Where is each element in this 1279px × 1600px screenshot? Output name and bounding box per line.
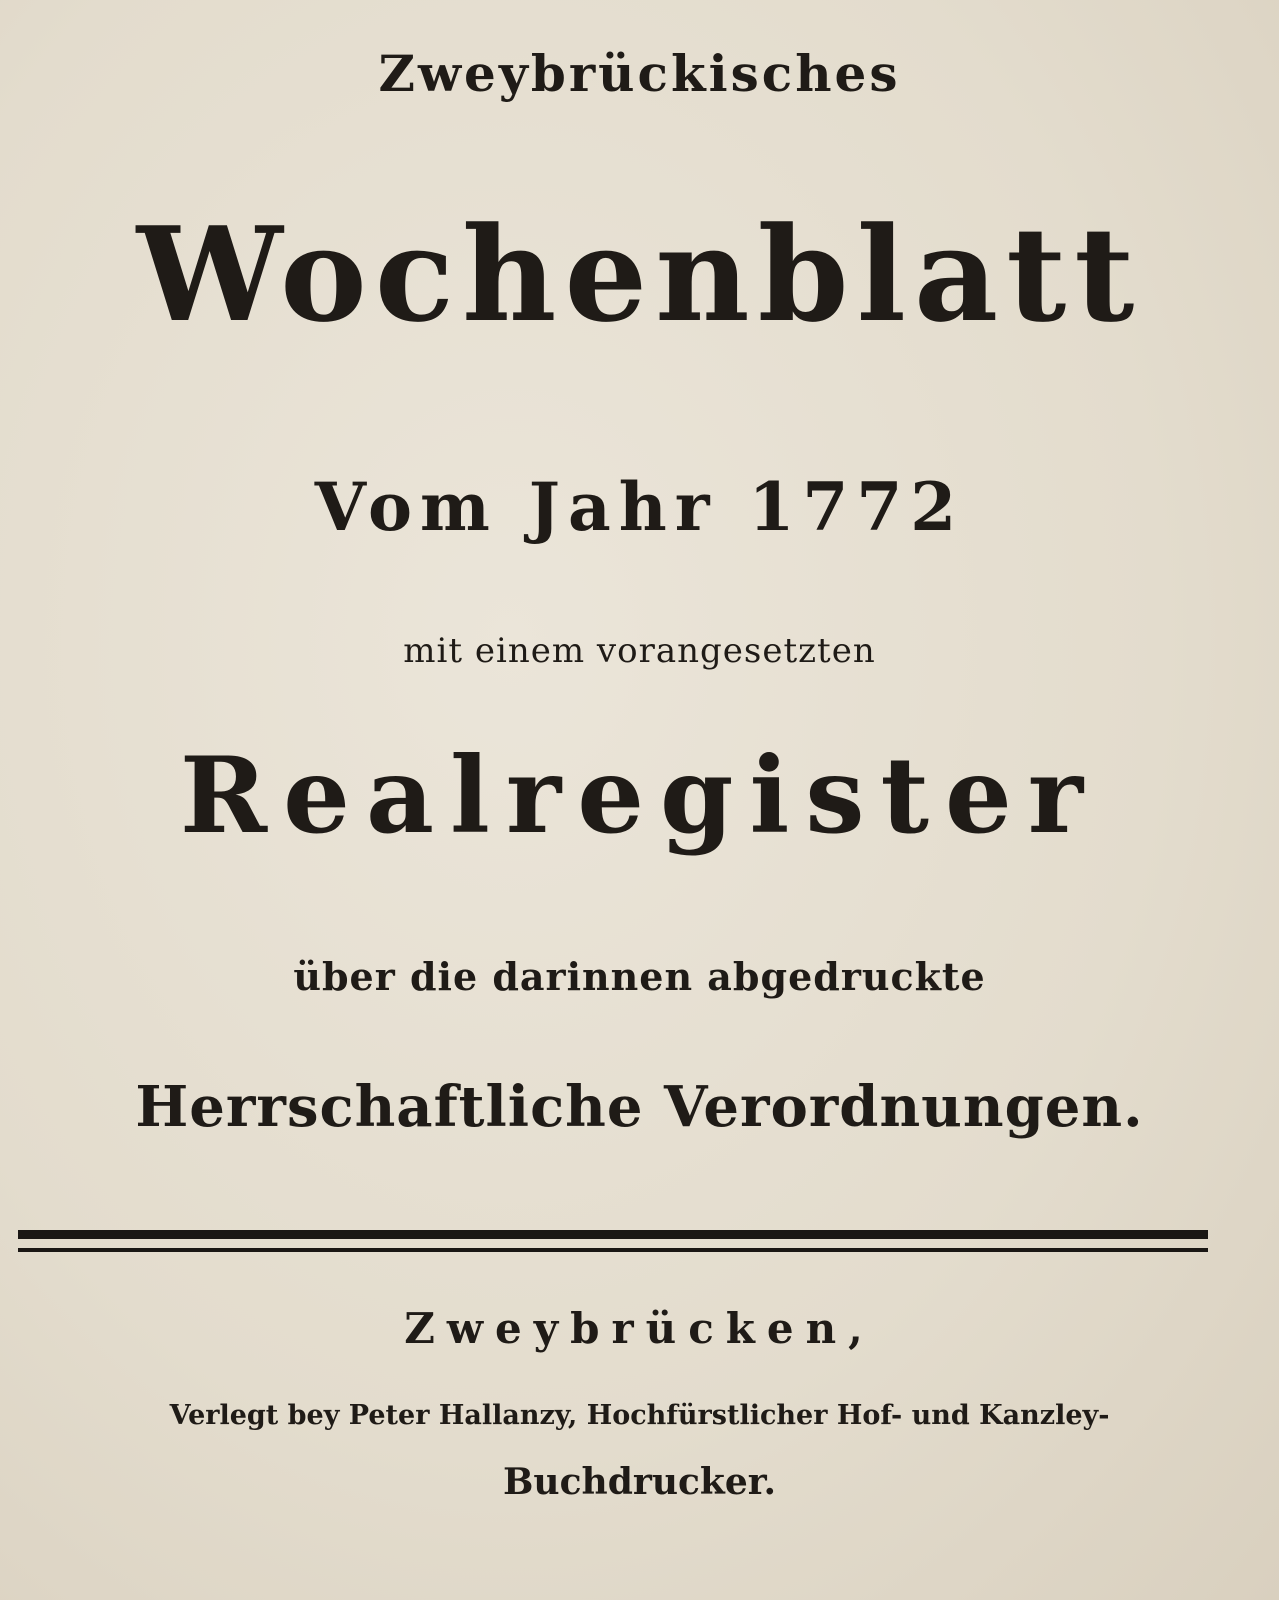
divider-thin [18, 1248, 1208, 1252]
imprint-place: Zweybrücken, [404, 1304, 875, 1353]
title-verordnungen: Herrschaftliche Verordnungen. [135, 1074, 1144, 1140]
imprint-publisher: Verlegt bey Peter Hallanzy, Hochfürstlicher Hof- und Kanzley- [169, 1400, 1110, 1431]
title-main-wochenblatt: Wochenblatt [136, 198, 1143, 351]
subtitle-line-2: über die darinnen abgedruckte [293, 954, 986, 999]
title-line-zweybrueckisches: Zweybrückisches [378, 44, 901, 103]
title-realregister: Realregister [179, 733, 1100, 857]
divider-thick [18, 1230, 1208, 1239]
subtitle-line: mit einem vorangesetzten [403, 631, 876, 671]
imprint-trade: Buchdrucker. [503, 1461, 776, 1503]
title-year: Vom Jahr 1772 [314, 468, 965, 546]
